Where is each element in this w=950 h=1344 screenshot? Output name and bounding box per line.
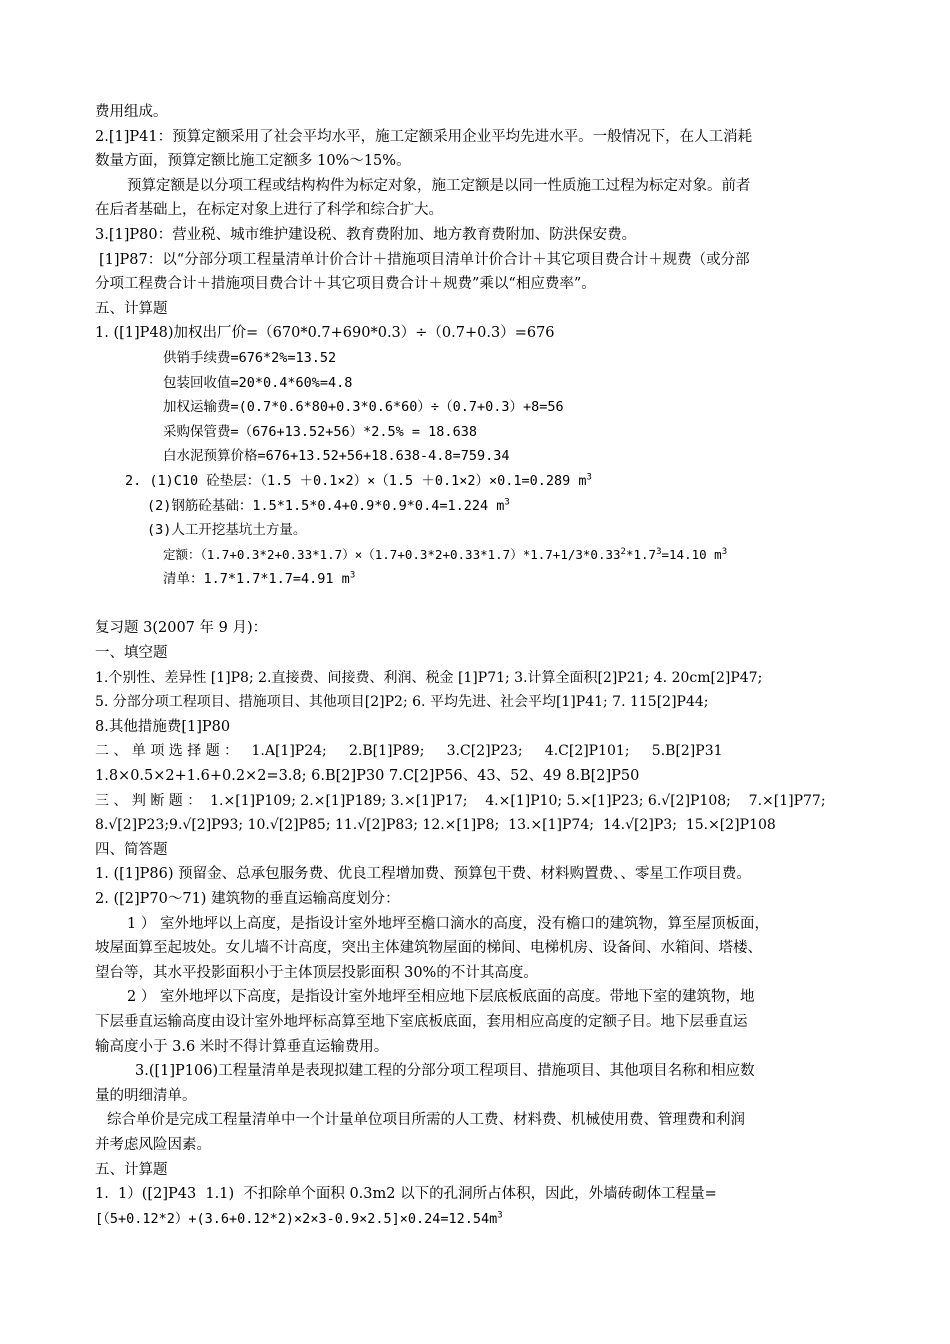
text-line: 3.([1]P106)工程量清单是表现拟建工程的分部分项工程项目、措施项目、其他项目名称和相应数 — [135, 1063, 755, 1080]
blank-line — [95, 592, 870, 617]
text-segment: 定额：（1.7+0.3*2+0.33*1.7）×（1.7+0.3*2+0.33*1.7）*1.7+1/3*0.33 — [163, 546, 621, 562]
text-line: 费用组成。 — [95, 104, 168, 120]
section-heading: 复习题 3(2007 年 9 月)： — [95, 620, 268, 637]
text-line — [95, 567, 870, 592]
text-line — [95, 494, 870, 519]
text-line: 1. ([1]P86) 预留金、总承包服务费、优良工程增加费、预算包干费、材料购置费、、零星工作项目费。 — [95, 866, 751, 883]
text-line: 供销手续费=676*2%=13.52 — [163, 349, 337, 366]
text-line: 坡屋面算至起坡处。女儿墙不计高度，突出主体建筑物屋面的梯间、电梯机房、设备间、水箱间、塔楼、 — [95, 940, 762, 957]
text-line: 加权运输费=(0.7*0.6*80+0.3*0.6*60）÷（0.7+0.3）+8=56 — [163, 399, 564, 416]
text-line: 2 ） 室外地坪以下高度，是指设计室外地坪至相应地下层底板底面的高度。带地下室的建筑物，地 — [127, 989, 755, 1006]
text-line: 白水泥预算价格=676+13.52+56+18.638-4.8=759.34 — [163, 448, 510, 465]
text-line: 2.[1]P41：预算定额采用了社会平均水平，施工定额采用企业平均先进水平。一般情况下，在人工消耗 — [95, 128, 753, 145]
text-segment: =14.10 m — [661, 546, 722, 562]
text-line: 三 、 判 断 题 ： 1.×[1]P109; 2.×[1]P189; 3.×[1]P17; 4.×[1]P10; 5.×[1]P23; 6.√[2]P108; 7.×[1]P77; — [95, 792, 826, 809]
superscript: 3 — [504, 497, 510, 507]
text-line: 8.√[2]P23;9.√[2]P93; 10.√[2]P85; 11.√[2]P83; 12.×[1]P8; 13.×[1]P74; 14.√[2]P3; 15.×[2]P108 — [95, 817, 776, 834]
text-line: 1.8×0.5×2+1.6+0.2×2=3.8; 6.B[2]P30 7.C[2]P56、43、52、49 8.B[2]P50 — [95, 768, 640, 785]
text-line — [95, 469, 870, 494]
superscript: 3 — [586, 472, 592, 483]
superscript: 3 — [721, 546, 728, 557]
text-line — [95, 543, 870, 568]
text-line: 下层垂直运输高度由设计室外地坪标高算至地下室底板底面，套用相应高度的定额子目。地下层垂直运 — [95, 1013, 748, 1030]
text-line: 1. 1）([2]P43 1.1) 不扣除单个面积 0.3m2 以下的孔洞所占体积，因此，外墙砖砌体工程量= — [95, 1186, 717, 1203]
text-line: 望台等，其水平投影面积小于主体顶层投影面积 30%的不计其高度。 — [95, 964, 538, 981]
section-heading: 四、简答题 — [95, 841, 168, 858]
text-line: 1 ） 室外地坪以上高度，是指设计室外地坪至檐口滴水的高度，没有檐口的建筑物，算至屋顶板面， — [127, 915, 769, 932]
section-heading: 一、填空题 — [95, 645, 168, 662]
text-line: 2. ([2]P70～71) 建筑物的垂直运输高度划分： — [95, 891, 400, 907]
text-segment: [（5+0.12*2）+(3.6+0.12*2)×2×3-0.9×2.5]×0.24=12.54m — [95, 1210, 498, 1227]
text-line: 1. ([1]P48)加权出厂价=（670*0.7+690*0.3）÷（0.7+0.3）=676 — [95, 325, 555, 342]
text-line: 综合单价是完成工程量清单中一个计量单位项目所需的人工费、材料费、机械使用费、管理费和利润 — [107, 1112, 745, 1129]
text-segment: *1.7 — [625, 546, 657, 562]
text-line: 输高度小于 3.6 米时不得计算垂直运输费用。 — [95, 1038, 389, 1055]
text-line: 二 、 单 项 选 择 题 ： 1.A[1]P24; 2.B[1]P89; 3.C[2]P23; 4.C[2]P101; 5.B[2]P31 — [95, 743, 723, 760]
text-line: 在后者基础上，在标定对象上进行了科学和综合扩大。 — [95, 202, 443, 219]
text-line: 并考虑风险因素。 — [95, 1136, 211, 1153]
text-line: 1.个别性、差异性 [1]P8; 2.直接费、间接费、利润、税金 [1]P71; 3.计算全面积[2]P21; 4. 20cm[2]P47; — [95, 669, 763, 686]
text-line: (3)人工开挖基坑土方量。 — [147, 522, 307, 539]
text-line: 8.其他措施费[1]P80 — [95, 718, 231, 735]
text-line: [1]P87：以“分部分项工程量清单计价合计＋措施项目清单计价合计＋其它项目费合计＋规费（或分部 — [99, 251, 750, 268]
text-line: 预算定额是以分项工程或结构构件为标定对象，施工定额是以同一性质施工过程为标定对象。前者 — [127, 177, 751, 194]
text-line — [95, 1207, 870, 1232]
superscript: 3 — [497, 1210, 503, 1221]
text-segment: 清单：1.7*1.7*1.7=4.91 m — [163, 571, 350, 588]
section-heading: 五、计算题 — [95, 1161, 168, 1178]
text-segment: (2)钢筋砼基础：1.5*1.5*0.4+0.9*0.9*0.4=1.224 m — [147, 497, 505, 514]
text-line: 5. 分部分项工程项目、措施项目、其他项目[2]P2; 6. 平均先进、社会平均[1]P41; 7. 115[2]P44; — [95, 694, 709, 711]
text-line: 采购保管费=（676+13.52+56）*2.5% = 18.638 — [163, 423, 477, 440]
superscript: 2 — [620, 546, 626, 557]
text-segment: 2. (1)C10 砼垫层：（1.5 ＋0.1×2）×（1.5 ＋0.1×2）×0.1=0.289 m — [125, 472, 587, 489]
section-heading: 五、计算题 — [95, 300, 168, 317]
text-line: 数量方面，预算定额比施工定额多 10%～15%。 — [95, 153, 411, 170]
text-line: 3.[1]P80：营业税、城市维护建设税、教育费附加、地方教育费附加、防洪保安费。 — [95, 226, 637, 243]
superscript: 3 — [656, 546, 662, 557]
superscript: 3 — [349, 570, 356, 581]
text-line: 分项工程费合计＋措施项目费合计＋其它项目费合计＋规费”乘以“相应费率”。 — [95, 276, 596, 293]
text-line: 包装回收值=20*0.4*60%=4.8 — [163, 374, 353, 391]
text-line: 量的明细清单。 — [95, 1087, 197, 1104]
